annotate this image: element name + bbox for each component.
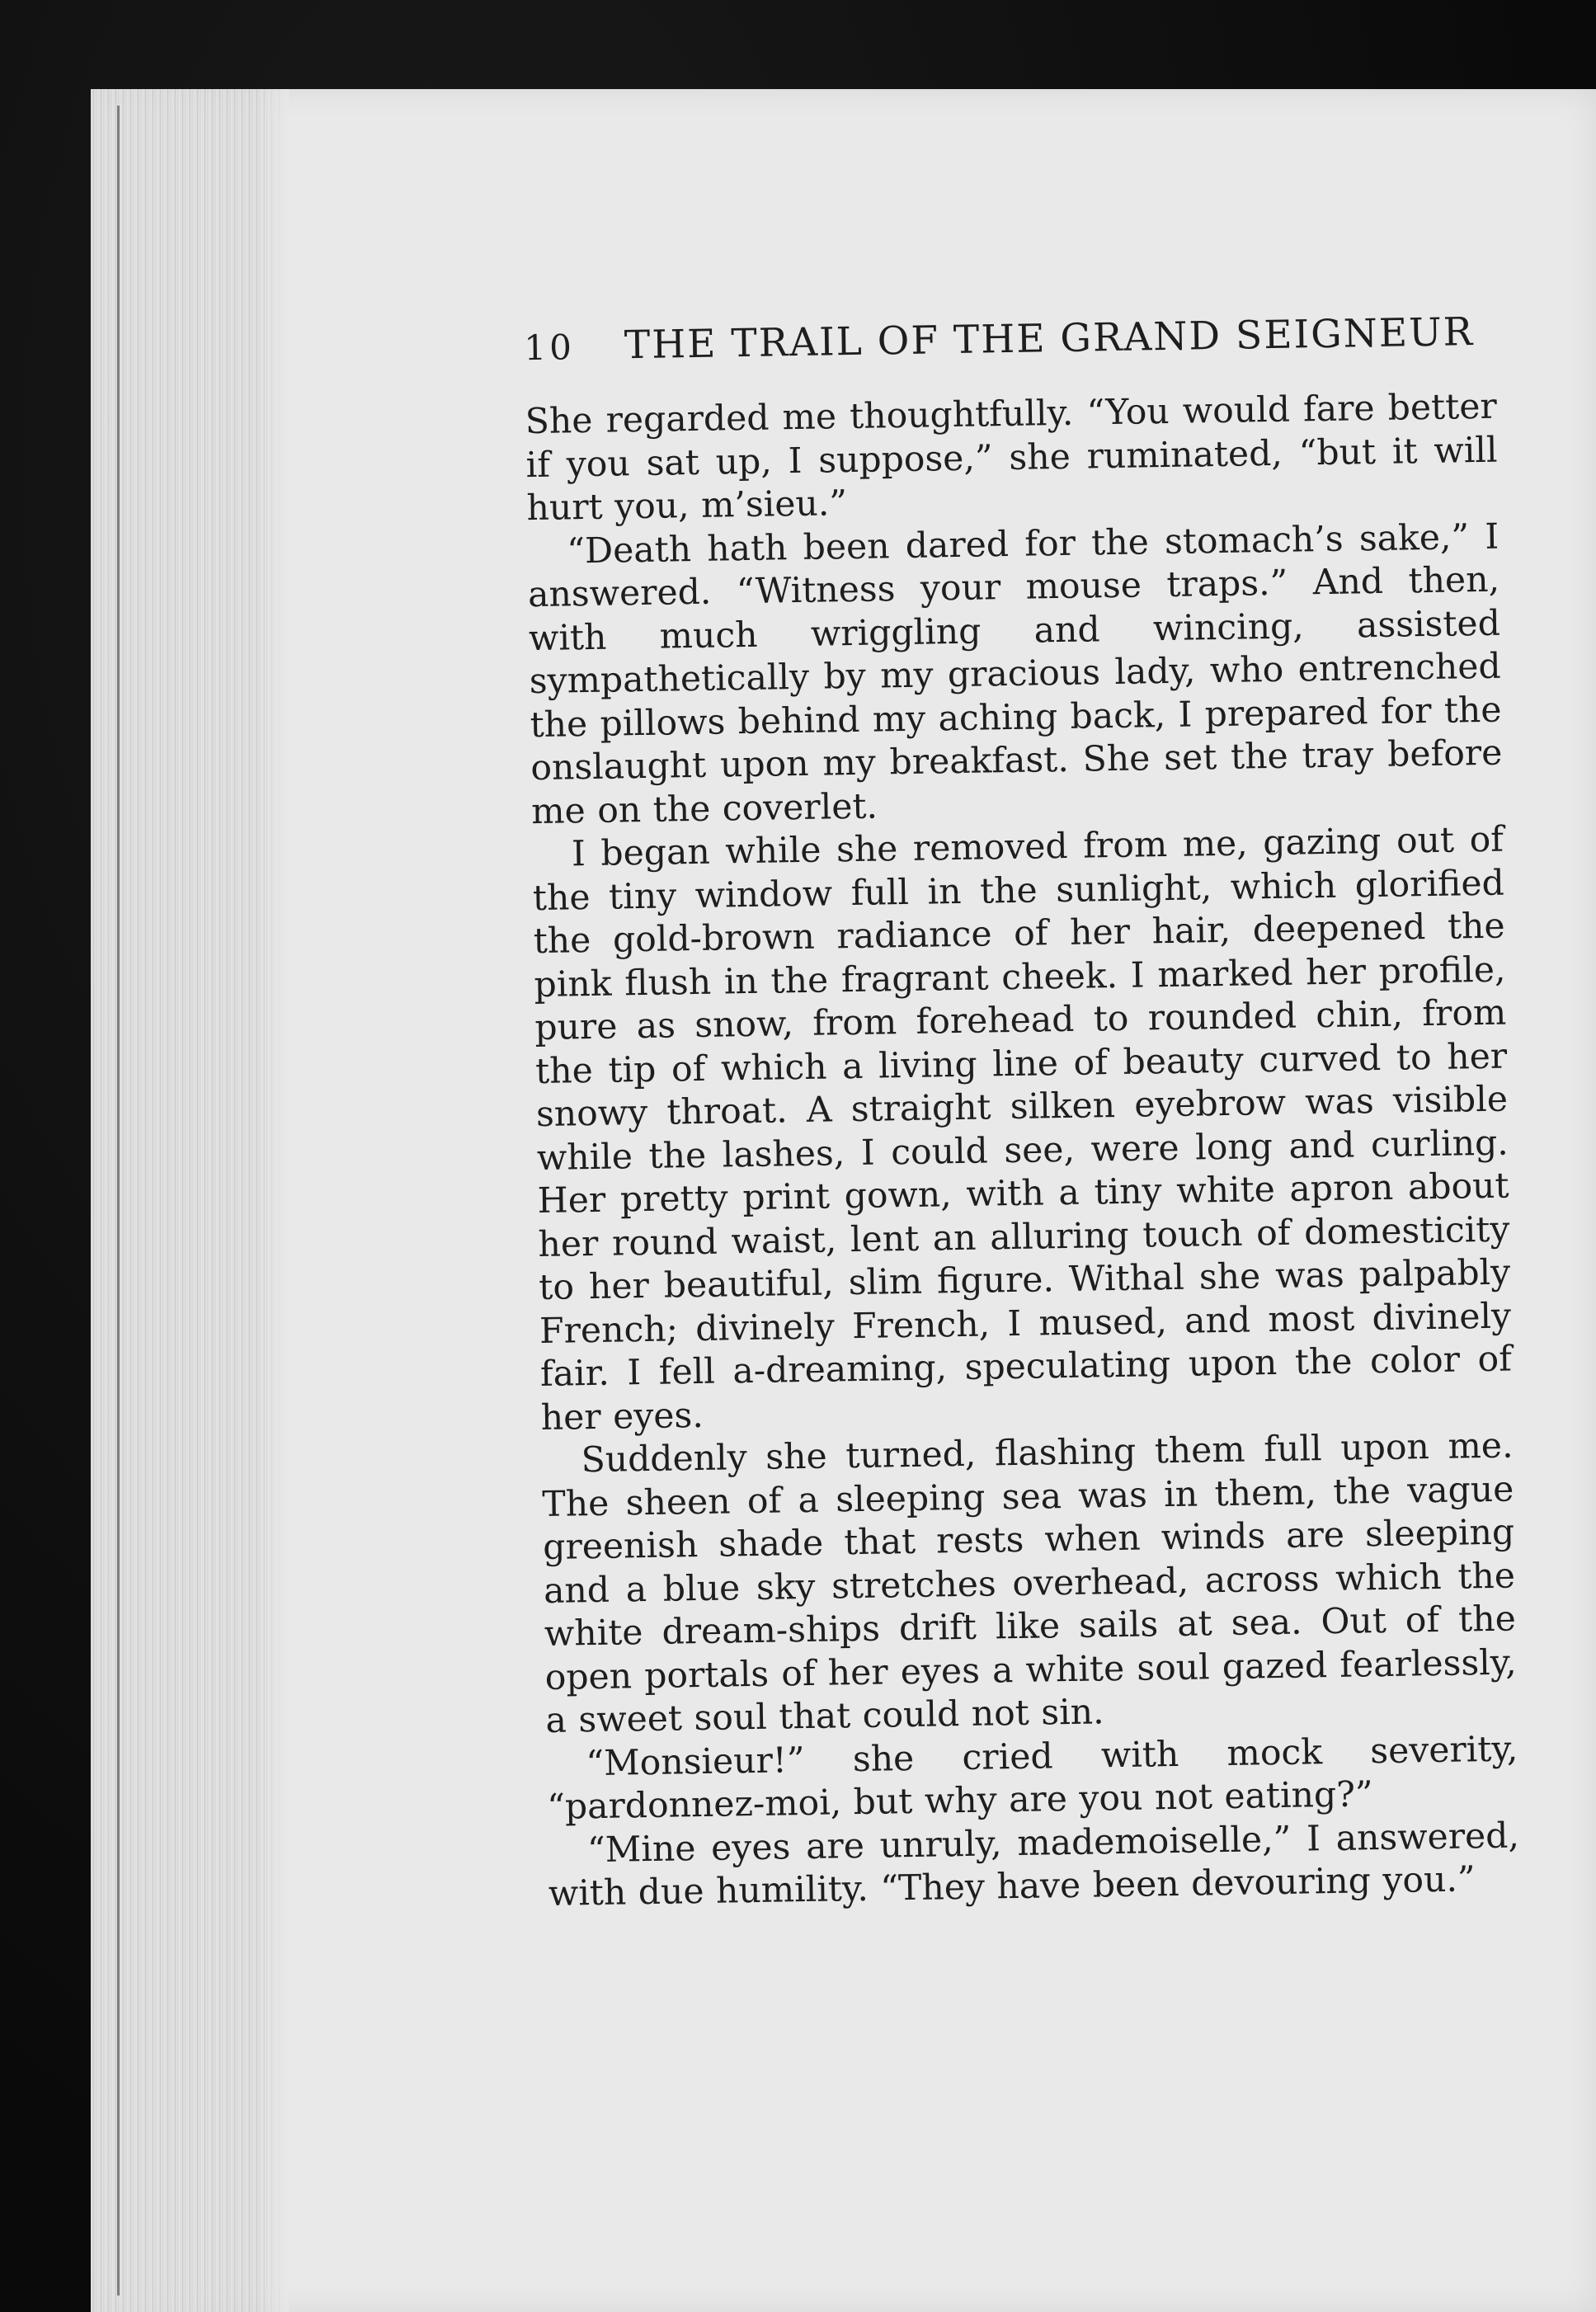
paragraph-1: She regarded me thoughtfully. “You would fare better if you sat up, I suppose,” she ruminated, “but it will hurt you, m’sieu.”: [525, 386, 1498, 530]
page-text-block: [429, 308, 1567, 1918]
page-edges: [91, 89, 289, 2312]
paragraph-5: “Monsieur!” she cried with mock severity, “pardonnez-moi, but why are you not eating?”: [546, 1728, 1518, 1828]
paragraph-4: Suddenly she turned, flashing them full upon me. The sheen of a sleeping sea was in them, the vague greenish shade that rests when winds are sleeping and a blue sky stretches overhead, across which the white dream-ships drift like sails at sea. Out of the open portals of her eyes a white soul gazed fearlessly, a sweet soul that could not sin.: [542, 1425, 1518, 1741]
page-number: 10: [524, 327, 576, 369]
paragraph-2: “Death hath been dared for the stomach’s sake,” I answered. “Witness your mouse traps.” And then, with much wriggling and wincing, assisted sympathetically by my gracious lady, who entrenched the pillows behind my aching back, I prepared for the onslaught upon my breakfast. She set the tray before me on the coverlet.: [527, 516, 1503, 832]
paragraph-6: “Mine eyes are unruly, mademoiselle,” I answered, with due humility. “They have been devouring you.”: [548, 1815, 1520, 1914]
paragraph-3: I began while she removed from me, gazing out of the tiny window full in the sunlight, which glorified the gold-brown radiance of her hair, deepened the pink flush in the fragrant cheek. I marked her profile, pure as snow, from forehead to rounded chin, from the tip of which a living line of beauty curved to her snowy throat. A straight silken eyebrow was visible while the lashes, I could see, were long and curling. Her pretty print gown, with a tiny white apron about her round waist, lent an alluring touch of domesticity to her beautiful, slim figure. Withal she was palpably French; divinely French, I mused, and most divinely fair. I fell a-dreaming, speculating upon the color of her eyes.: [532, 819, 1513, 1439]
running-title: THE TRAIL OF THE GRAND SEIGNEUR: [624, 309, 1475, 369]
